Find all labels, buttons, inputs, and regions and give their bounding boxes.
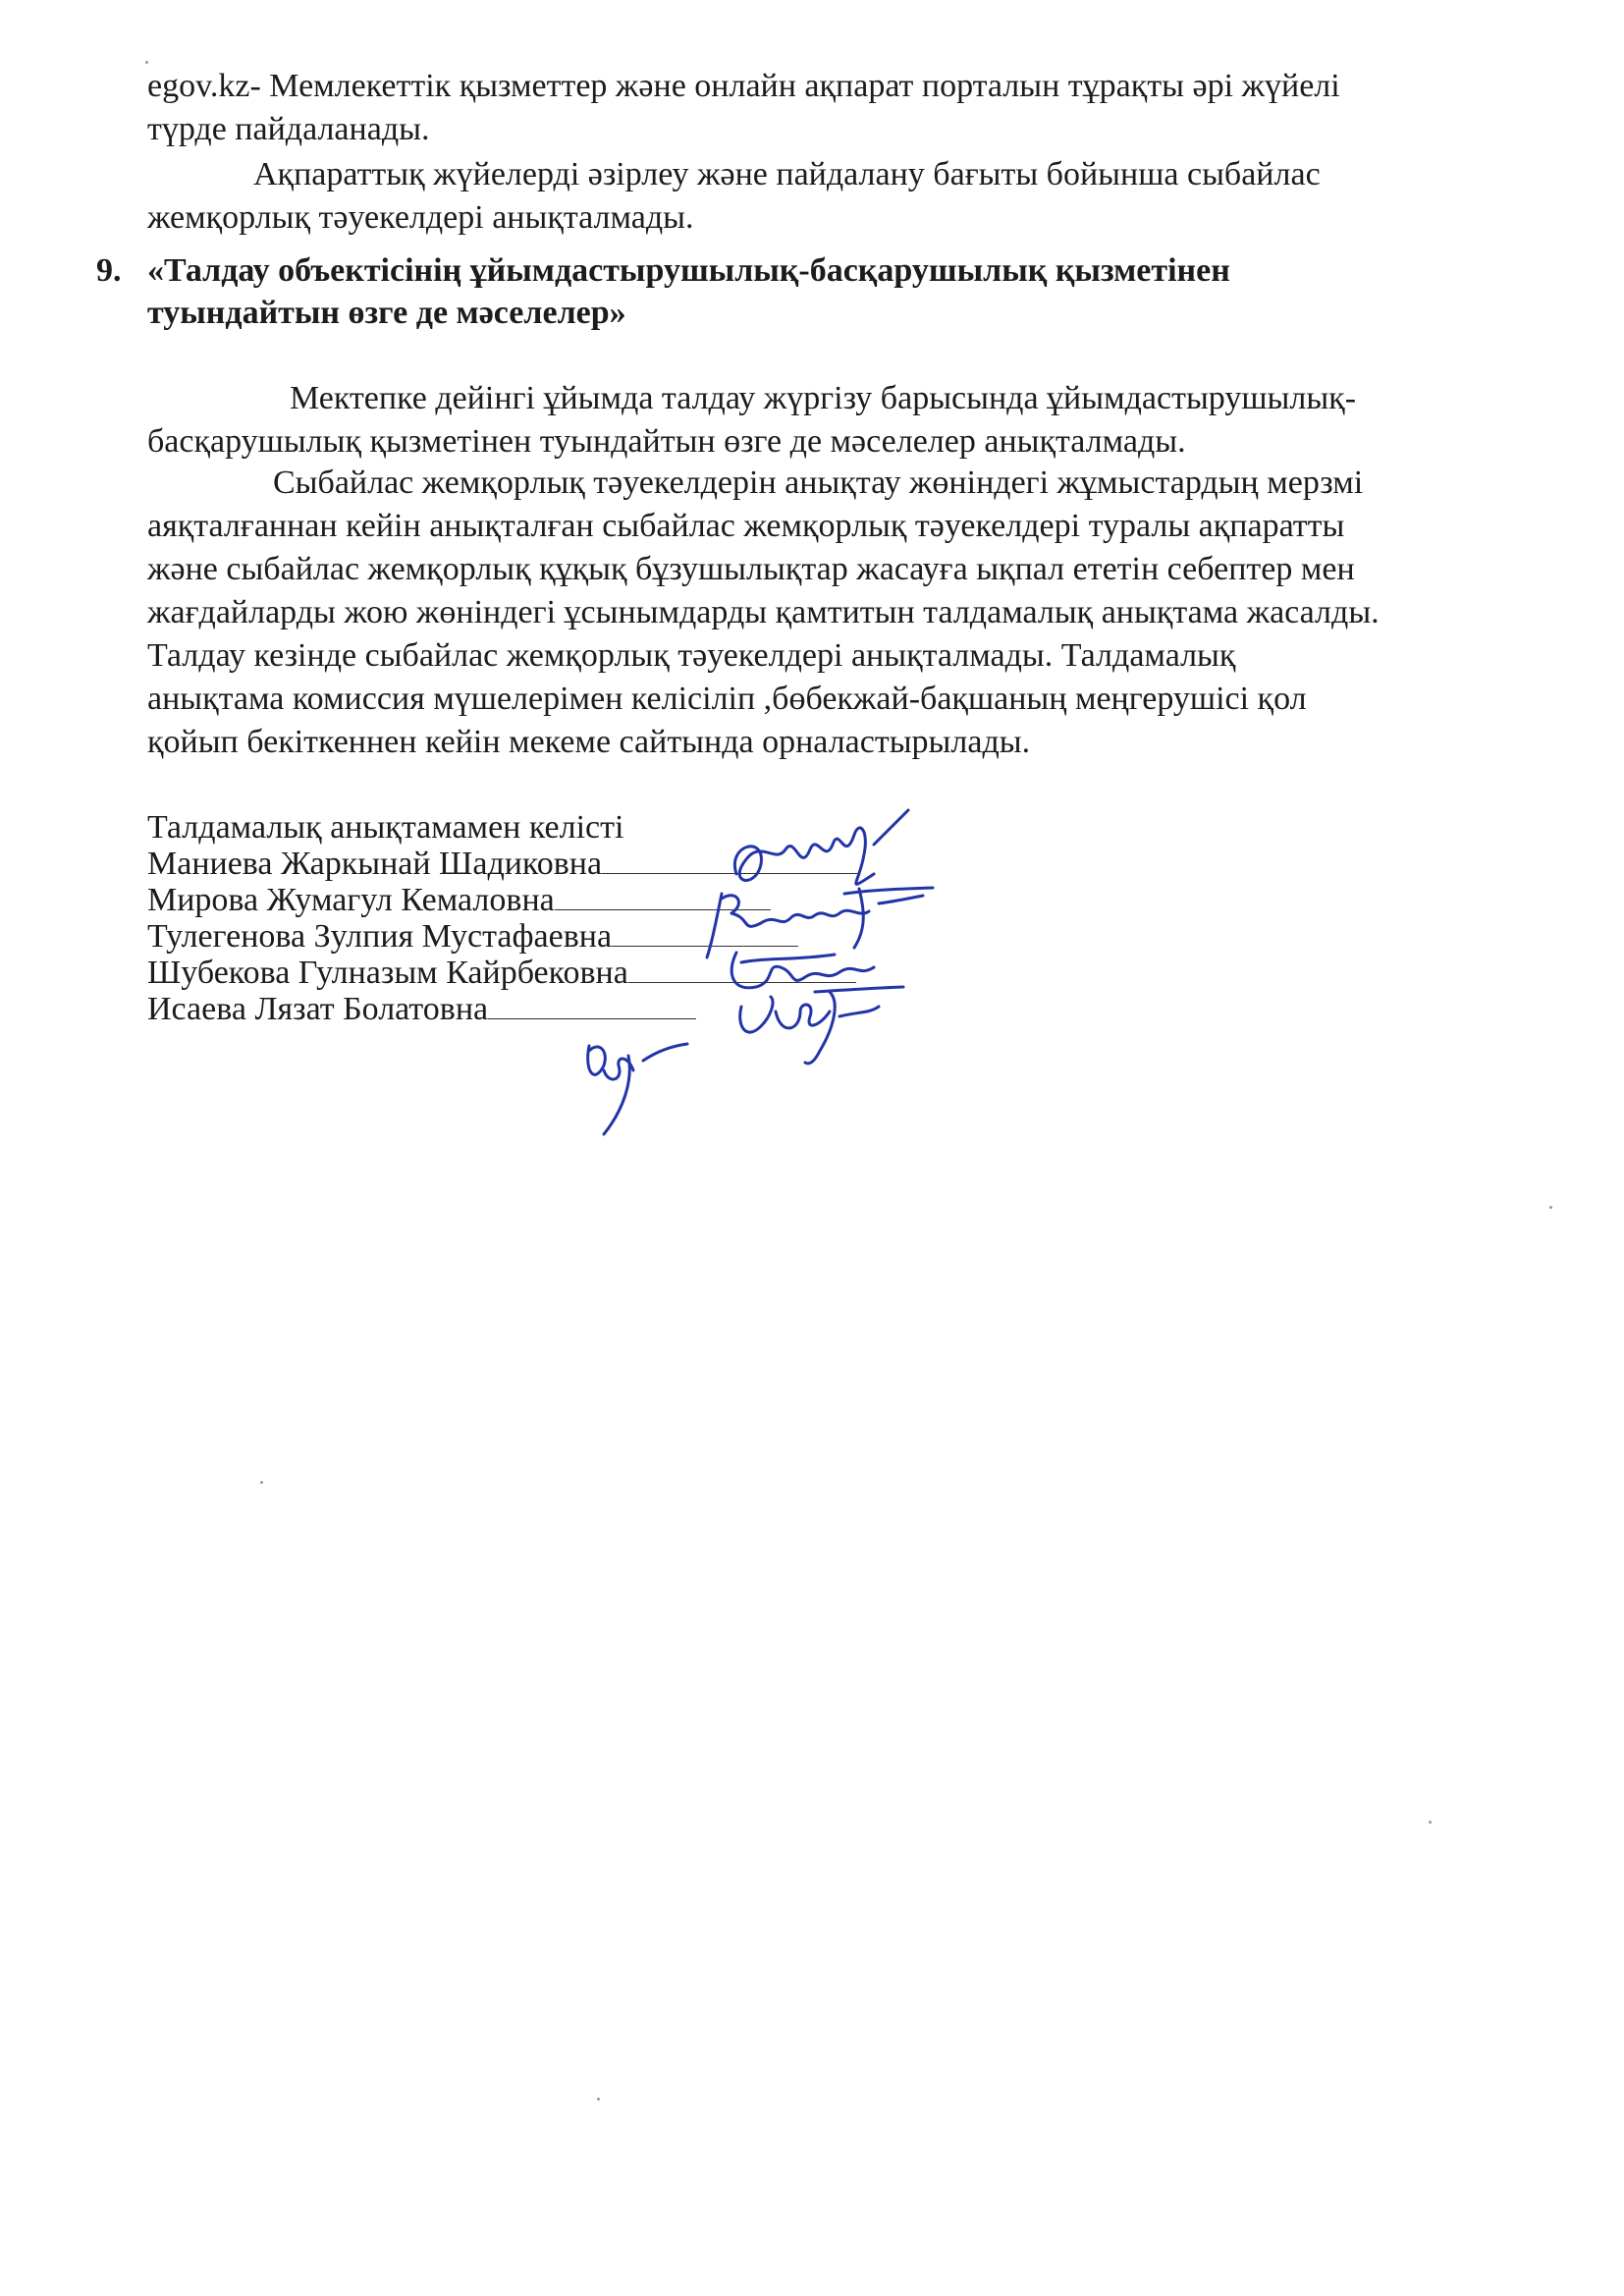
text-line: жағдайларды жою жөніндегі ұсынымдарды қамтитын талдамалық анықтама жасалды. xyxy=(147,594,1380,630)
text-line: Талдау кезінде сыбайлас жемқорлық тәуекелдері анықталмады. Талдамалық xyxy=(147,637,1236,674)
text-line: қойып бекіткеннен кейін мекеме сайтында орналастырылады. xyxy=(147,724,1031,760)
signature-4-icon xyxy=(722,972,918,1070)
section-title xyxy=(147,249,1424,334)
paragraph-conclusion xyxy=(147,462,1571,764)
signer-name: Шубекова Гулназым Кайрбековна xyxy=(147,955,628,991)
text-line: Сыбайлас жемқорлық тәуекелдерін анықтау жөніндегі жұмыстардың мерзмі xyxy=(273,465,1364,501)
signer-name: Тулегенова Зулпия Мустафаевна xyxy=(147,918,613,955)
text-line: анықтама комиссия мүшелерімен келісіліп ,бөбекжай-бақшаның меңгерушісі қол xyxy=(147,681,1307,717)
paragraph-preschool xyxy=(147,377,1571,464)
text-line: басқарушылық қызметінен туындайтын өзге де мәселелер анықталмады. xyxy=(147,423,1186,460)
scan-speck xyxy=(260,1481,263,1484)
section-heading-9 xyxy=(96,249,1471,334)
paragraph-info-systems xyxy=(147,153,1571,240)
text-line: аяқталғаннан кейін анықталған сыбайлас жемқорлық тәуекелдері туралы ақпаратты xyxy=(147,508,1345,544)
section-title-line: «Талдау объектісінің ұйымдастырушылық-басқарушылық қызметінен xyxy=(147,252,1230,289)
text-line: және сыбайлас жемқорлық құқық бұзушылықтар жасауға ықпал ететін себептер мен xyxy=(147,551,1355,587)
scan-speck xyxy=(145,61,148,64)
scan-speck xyxy=(1429,1821,1432,1824)
signer-name: Маниева Жаркынай Шадиковна xyxy=(147,846,603,882)
text-line: жемқорлық тәуекелдері анықталмады. xyxy=(147,199,694,236)
signer-name: Исаева Лязат Болатовна xyxy=(147,991,489,1027)
scan-speck xyxy=(1549,1206,1552,1209)
signature-5-icon xyxy=(550,1026,697,1144)
section-number: 9. xyxy=(96,252,122,289)
text-line: egov.kz- Мемлекеттік қызметтер және онлайн ақпарат порталын тұрақты әрі жүйелі xyxy=(147,68,1340,104)
paragraph-egov xyxy=(147,65,1571,151)
signer-name: Мирова Жумагул Кемаловна xyxy=(147,882,555,918)
signature-line xyxy=(488,1018,696,1019)
text-line: Мектепке дейінгі ұйымда талдау жүргізу барысында ұйымдастырушылық- xyxy=(290,380,1357,416)
approval-heading: Талдамалық анықтамамен келісті xyxy=(147,809,624,846)
scan-speck xyxy=(597,2098,600,2101)
text-line: Ақпараттық жүйелерді әзірлеу және пайдалану бағыты бойынша сыбайлас xyxy=(253,156,1321,192)
section-title-line: туындайтын өзге де мәселелер» xyxy=(147,295,626,331)
text-line: түрде пайдаланады. xyxy=(147,111,430,147)
